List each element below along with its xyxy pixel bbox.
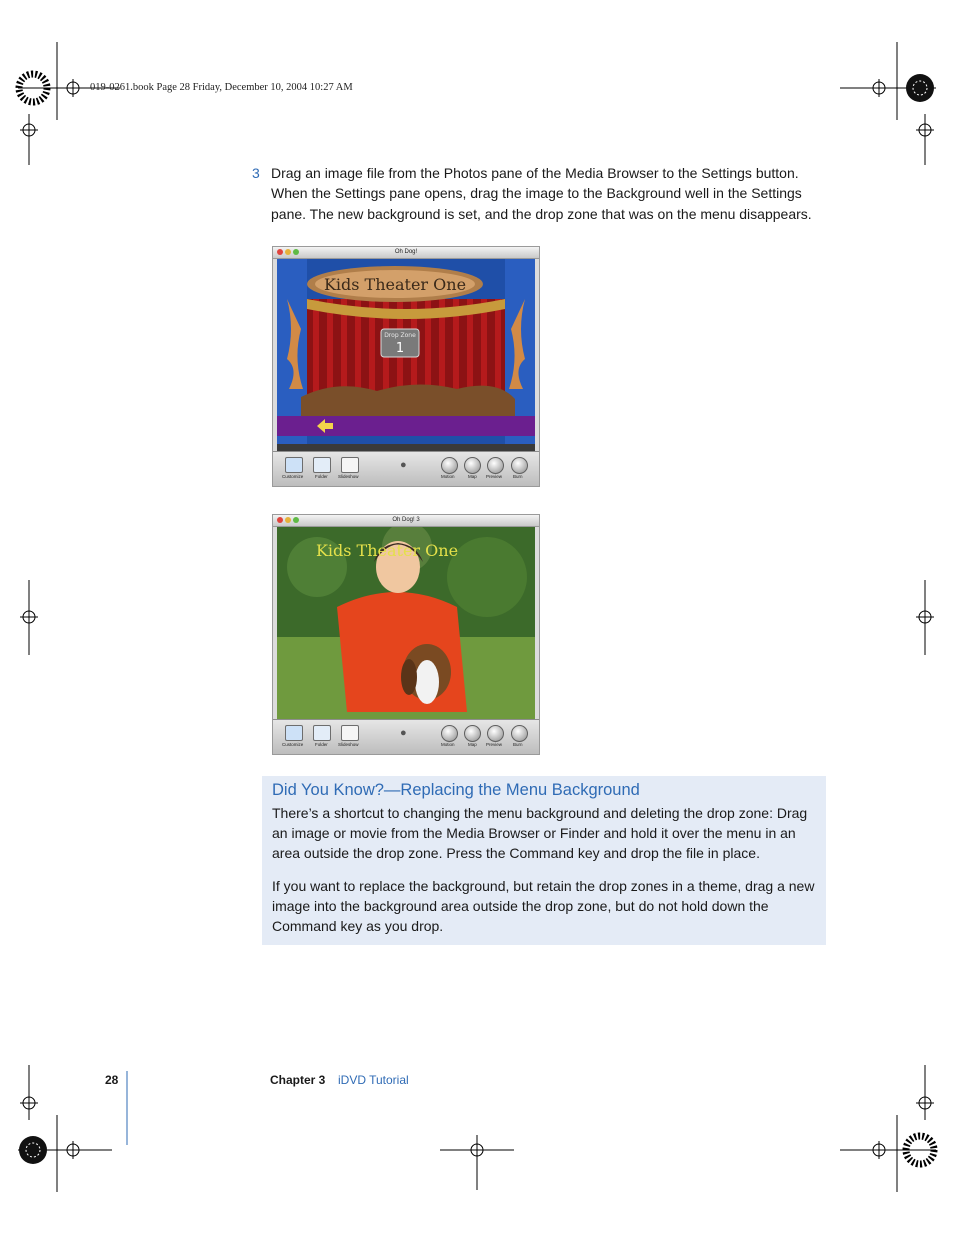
customize-label: Customize <box>282 742 304 747</box>
step-number: 3 <box>252 165 260 181</box>
customize-button[interactable] <box>285 457 303 473</box>
footer-chapter: Chapter 3 <box>270 1073 326 1087</box>
did-you-know-sidebar <box>262 776 826 945</box>
map-label: Map <box>468 474 477 479</box>
slideshow-label: Slideshow <box>338 742 359 747</box>
drop-zone-label: Drop Zone <box>384 332 416 339</box>
idvd-toolbar <box>273 451 539 486</box>
motion-button[interactable] <box>441 457 458 474</box>
map-button[interactable] <box>464 725 481 742</box>
burn-button[interactable] <box>511 457 528 474</box>
page-number: 28 <box>105 1073 119 1087</box>
sidebar-paragraph-1: There’s a shortcut to changing the menu background and deleting the drop zone: Drag an image or movie from the Media Browser or Finder and hold it over the menu in an area outside the drop zone. Press the Command key and drop the file in place. <box>272 805 808 862</box>
map-label: Map <box>468 742 477 747</box>
footer-chapter-title: iDVD Tutorial <box>338 1073 409 1087</box>
window-titlebar <box>273 247 539 259</box>
motion-label: Motion <box>441 742 455 747</box>
window-title: Oh Dog! <box>394 249 418 255</box>
burn-button[interactable] <box>511 725 528 742</box>
print-header: 019-0261.book Page 28 Friday, December 10, 2004 10:27 AM <box>90 82 353 93</box>
slideshow-label: Slideshow <box>338 474 359 479</box>
idvd-screenshot-photo <box>272 514 540 755</box>
map-button[interactable] <box>464 457 481 474</box>
preview-label: Preview <box>486 742 503 747</box>
sidebar-paragraph-2: If you want to replace the background, but retain the drop zones in a theme, drag a new image into the background area outside the drop zone, but do not hold down the Command key as you drop. <box>272 878 815 935</box>
step-text: Drag an image file from the Photos pane of the Media Browser to the Settings button. When the Settings pane opens, drag the image to the Background well in the Settings pane. The new background is set, and the drop zone that was on the menu disappears. <box>271 165 812 222</box>
burn-label: Burn <box>513 742 523 747</box>
preview-button[interactable] <box>487 725 504 742</box>
preview-button[interactable] <box>487 457 504 474</box>
menu-title: Kids Theater One <box>315 541 459 560</box>
slideshow-button[interactable] <box>341 457 359 473</box>
theater-menu-preview <box>277 259 535 452</box>
apple-logo-icon: ● <box>400 459 407 471</box>
customize-button[interactable] <box>285 725 303 741</box>
motion-button[interactable] <box>441 725 458 742</box>
folder-button[interactable] <box>313 725 331 741</box>
preview-label: Preview <box>486 474 503 479</box>
window-title: Oh Dog! 3 <box>392 517 420 523</box>
photo-menu-preview <box>277 527 535 720</box>
menu-title: Kids Theater One <box>323 275 467 294</box>
burn-label: Burn <box>513 474 523 479</box>
drop-zone-number: 1 <box>395 341 405 356</box>
slideshow-button[interactable] <box>341 725 359 741</box>
apple-logo-icon: ● <box>400 727 407 739</box>
sidebar-title: Did You Know?—Replacing the Menu Background <box>272 781 640 799</box>
folder-label: Folder <box>315 742 328 747</box>
customize-label: Customize <box>282 474 304 479</box>
folder-button[interactable] <box>313 457 331 473</box>
motion-label: Motion <box>441 474 455 479</box>
folder-label: Folder <box>315 474 328 479</box>
idvd-screenshot-theater <box>272 246 540 487</box>
idvd-toolbar <box>273 719 539 754</box>
window-titlebar <box>273 515 539 527</box>
